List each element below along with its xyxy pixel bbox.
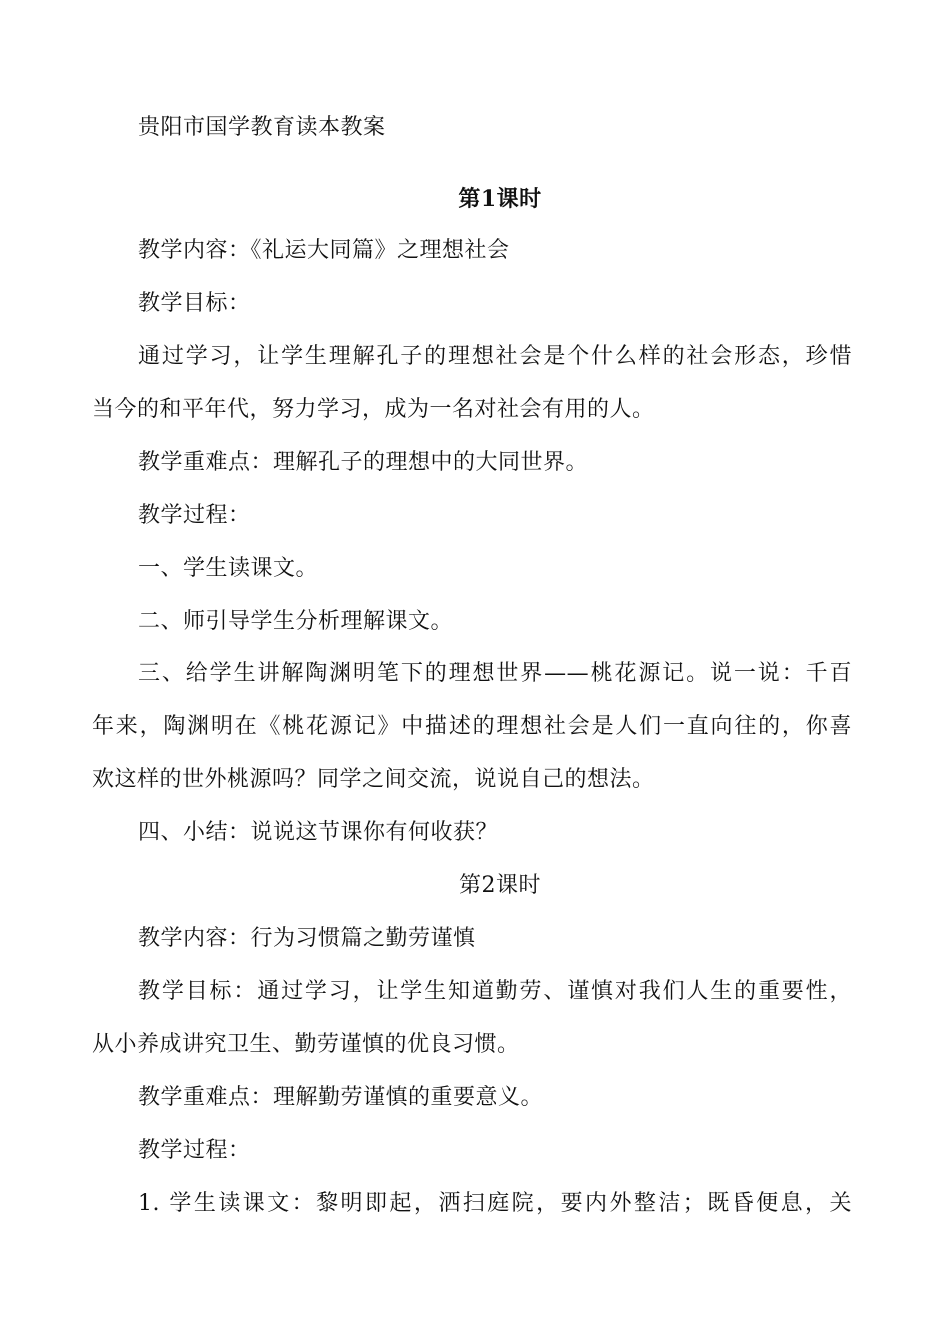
lesson2-goal-line1: 教学目标：通过学习，让学生知道勤劳、谨慎对我们人生的重要性， xyxy=(138,979,852,1004)
lesson2-step1: 1. 学生读课文：黎明即起，洒扫庭院，要内外整洁；既昏便息，关 xyxy=(138,1191,852,1216)
lesson1-process-label: 教学过程： xyxy=(138,503,251,528)
lesson2-content: 教学内容：行为习惯篇之勤劳谨慎 xyxy=(138,926,476,951)
lesson1-heading: 第1课时 xyxy=(458,186,542,212)
lesson1-step3-line1: 三、给学生讲解陶渊明笔下的理想世界——桃花源记。说一说：千百 xyxy=(138,661,852,686)
lesson1-goal-line1: 通过学习，让学生理解孔子的理想社会是个什么样的社会形态，珍惜 xyxy=(138,344,852,369)
lesson1-step3-line3: 欢这样的世外桃源吗？同学之间交流，说说自己的想法。 xyxy=(92,767,655,792)
lesson2-key-points: 教学重难点：理解勤劳谨慎的重要意义。 xyxy=(138,1085,544,1110)
lesson1-step3-line2: 年来，陶渊明在《桃花源记》中描述的理想社会是人们一直向往的，你喜 xyxy=(92,714,852,739)
lesson2-process-label: 教学过程： xyxy=(138,1138,251,1163)
lesson2-heading: 第2课时 xyxy=(459,873,541,898)
lesson1-step2: 二、师引导学生分析理解课文。 xyxy=(138,609,454,634)
lesson1-goal-label: 教学目标： xyxy=(138,291,251,316)
lesson1-step1: 一、学生读课文。 xyxy=(138,556,319,581)
lesson1-goal-line2: 当今的和平年代，努力学习，成为一名对社会有用的人。 xyxy=(92,397,655,422)
lesson1-key-points: 教学重难点：理解孔子的理想中的大同世界。 xyxy=(138,450,589,475)
lesson1-content: 教学内容：《礼运大同篇》之理想社会 xyxy=(138,238,510,263)
lesson2-goal-line2: 从小养成讲究卫生、勤劳谨慎的优良习惯。 xyxy=(92,1032,520,1057)
lesson1-step4: 四、小结：说说这节课你有何收获？ xyxy=(138,820,499,845)
document-title: 贵阳市国学教育读本教案 xyxy=(138,115,386,140)
